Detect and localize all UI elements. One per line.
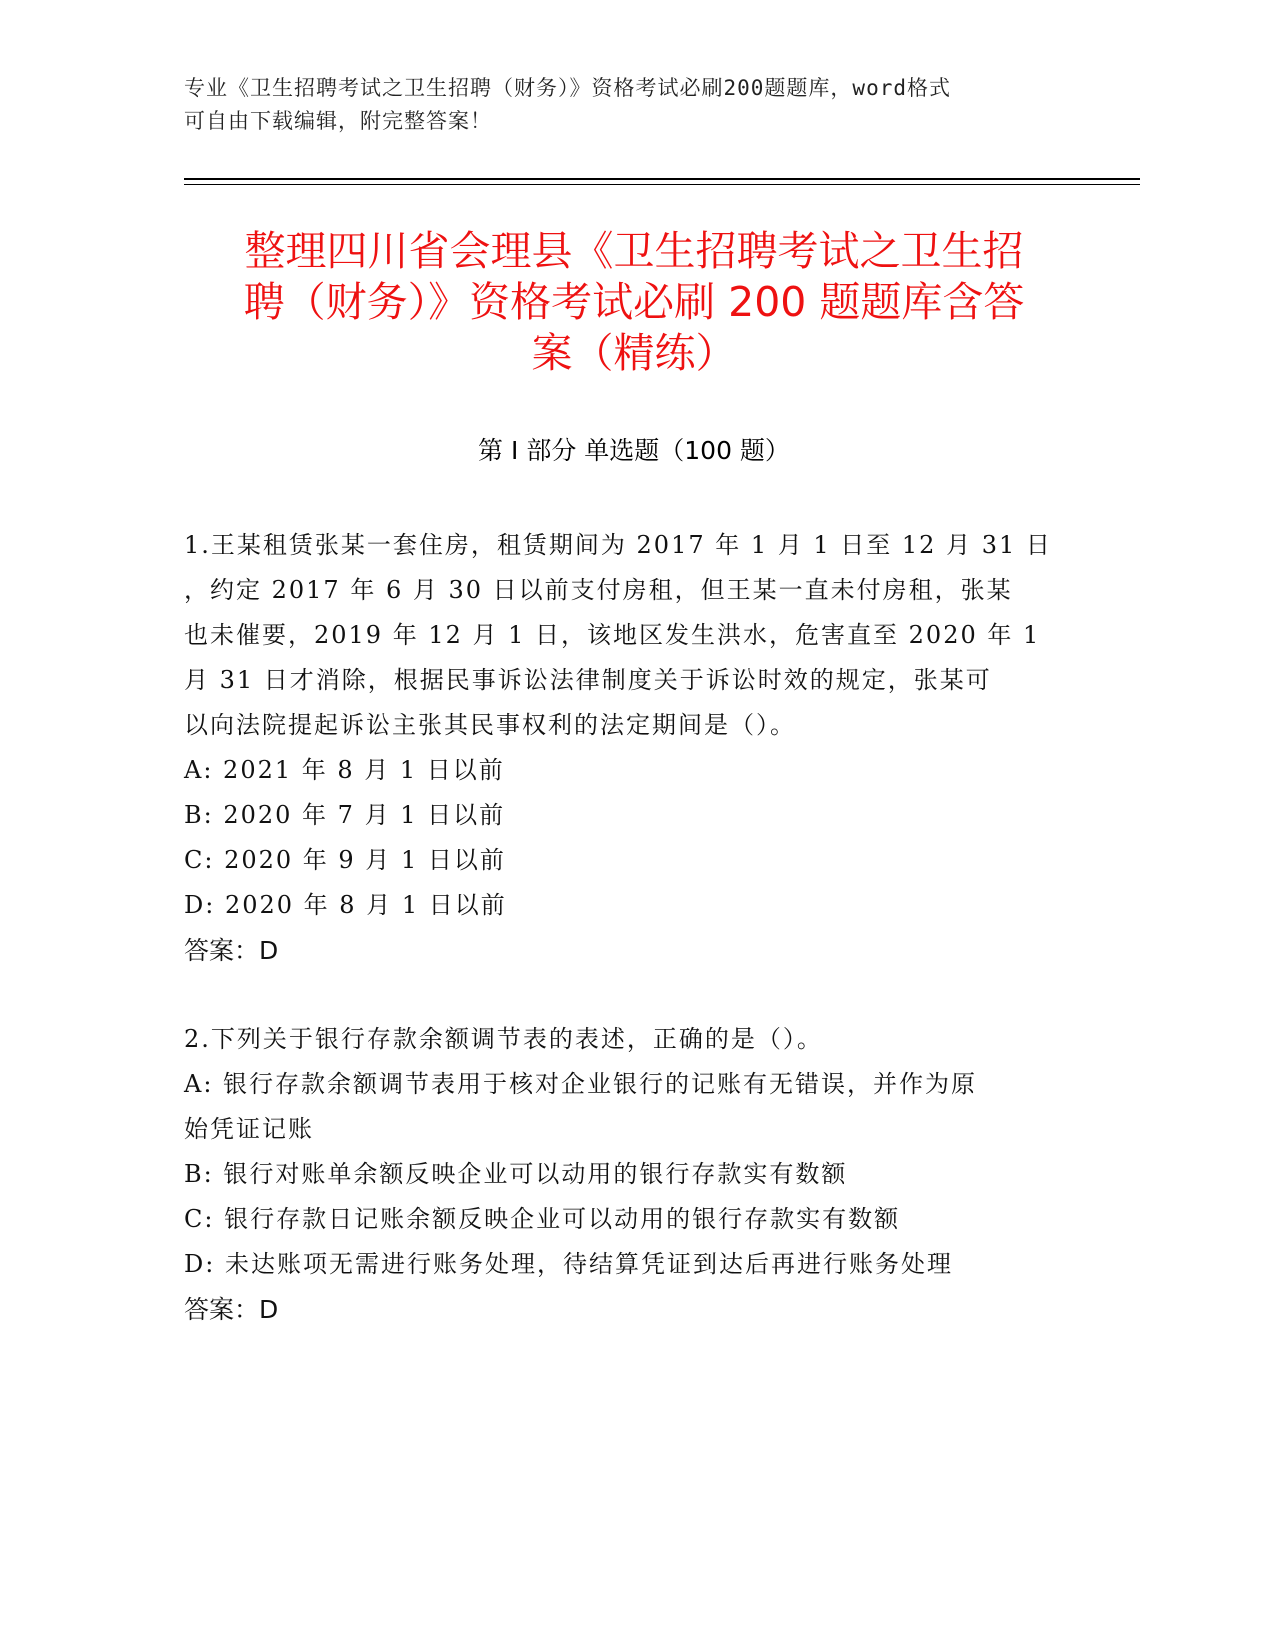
answer-line: 答案：D <box>184 936 279 965</box>
header-divider-thick <box>184 178 1140 180</box>
document-title <box>184 226 1084 379</box>
question-stem-line: ，约定 2017 年 6 月 30 日以前支付房租，但王某一直未付房租，张某 <box>184 576 1013 604</box>
option-d: D: 2020 年 8 月 1 日以前 <box>184 891 507 919</box>
option-c: C: 2020 年 9 月 1 日以前 <box>184 846 506 874</box>
question-stem-line: 也未催要，2019 年 12 月 1 日，该地区发生洪水，危害直至 2020 年 1 <box>184 621 1041 649</box>
header-note-line: 可自由下载编辑，附完整答案！ <box>184 109 492 133</box>
title-line: 聘（财务）》资格考试必刷 200 题题库含答 <box>243 278 1025 326</box>
title-line: 整理四川省会理县《卫生招聘考试之卫生招 <box>244 227 1024 275</box>
question-stem-line: 2.下列关于银行存款余额调节表的表述，正确的是（）。 <box>184 1025 823 1053</box>
option-a: A: 2021 年 8 月 1 日以前 <box>184 756 505 784</box>
option-a: A: 银行存款余额调节表用于核对企业银行的记账有无错误，并作为原 <box>184 1070 978 1098</box>
option-a-continuation: 始凭证记账 <box>184 1115 314 1143</box>
title-line: 案（精练） <box>531 329 737 377</box>
option-b: B: 银行对账单余额反映企业可以动用的银行存款实有数额 <box>184 1160 848 1188</box>
question-stem-line: 以向法院提起诉讼主张其民事权利的法定期间是（）。 <box>184 711 796 739</box>
option-d: D: 未达账项无需进行账务处理，待结算凭证到达后再进行账务处理 <box>184 1250 953 1278</box>
question-block <box>184 1017 1064 1332</box>
answer-line: 答案：D <box>184 1295 279 1324</box>
question-stem-line: 1.王某租赁张某一套住房，租赁期间为 2017 年 1 月 1 日至 12 月 31 日 <box>184 531 1052 559</box>
question-block <box>184 523 1064 973</box>
option-b: B: 2020 年 7 月 1 日以前 <box>184 801 506 829</box>
section-heading: 第 I 部分 单选题（100 题） <box>478 436 790 465</box>
header-divider-thin <box>184 184 1140 185</box>
header-note-line: 专业《卫生招聘考试之卫生招聘（财务）》资格考试必刷200题题库，word格式 <box>184 76 951 100</box>
document-header-note <box>184 72 1054 138</box>
option-c: C: 银行存款日记账余额反映企业可以动用的银行存款实有数额 <box>184 1205 901 1233</box>
question-stem-line: 月 31 日才消除，根据民事诉讼法律制度关于诉讼时效的规定，张某可 <box>184 666 992 694</box>
